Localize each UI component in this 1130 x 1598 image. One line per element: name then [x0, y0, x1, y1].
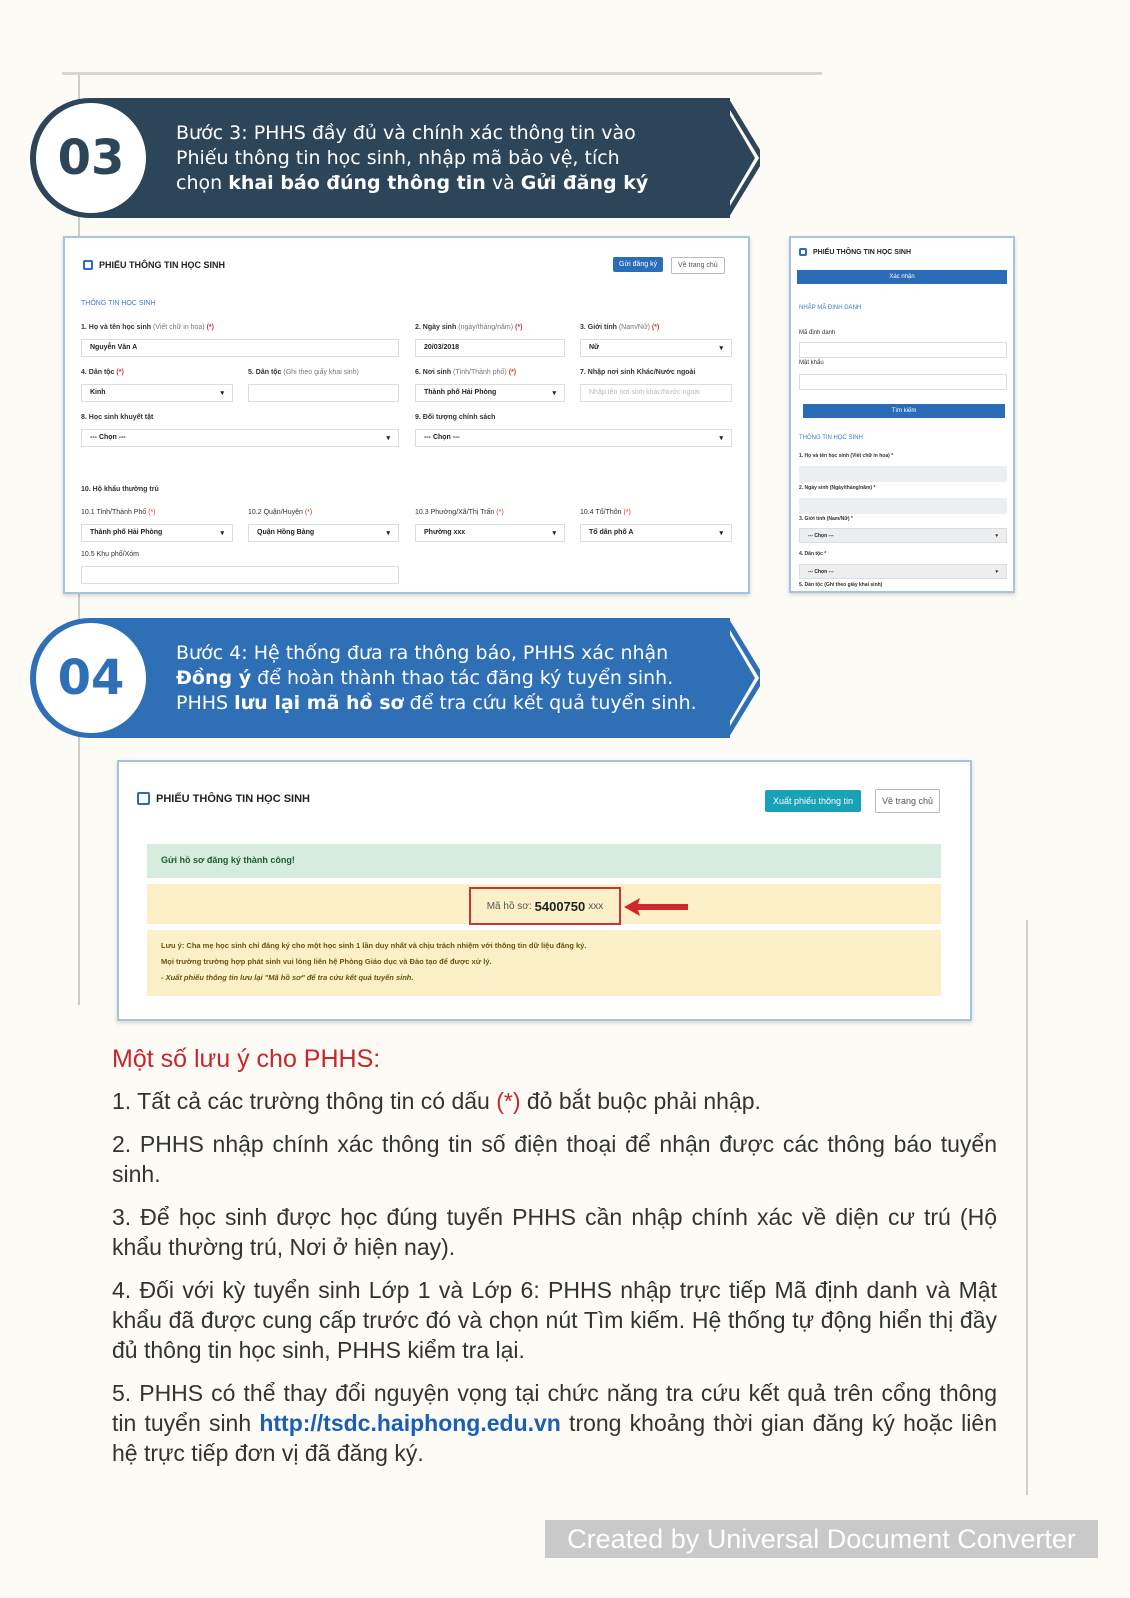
- step-description: [176, 121, 648, 196]
- note-line: Lưu ý: Cha mẹ học sinh chỉ đăng ký cho một học sinh 1 lần duy nhất và chịu trách nhiệm với thông tin dữ liệu đăng ký.: [161, 941, 587, 950]
- portal-link[interactable]: http://tsdc.haiphong.edu.vn: [259, 1410, 561, 1436]
- hamlet-select[interactable]: [580, 524, 732, 542]
- clipboard-icon: [137, 792, 150, 805]
- code-suffix: xxx: [588, 900, 604, 912]
- required-mark: (*): [206, 324, 214, 331]
- step-4-banner: [30, 618, 730, 738]
- value: Phường xxx: [424, 529, 466, 536]
- text: để tra cứu kết quả tuyển sinh.: [403, 691, 697, 714]
- text-line: Bước 4: Hệ thống đưa ra thông báo, PHHS xác nhận: [176, 641, 669, 664]
- value: 20/03/2018: [424, 344, 460, 351]
- label: 6. Nơi sinh: [415, 369, 452, 376]
- submit-registration-button[interactable]: Gửi đăng ký: [613, 257, 663, 272]
- chevron-down-icon: ▾: [386, 530, 390, 537]
- field-label: [415, 509, 504, 516]
- section-label: 10. Hộ khẩu thường trú: [81, 486, 159, 493]
- confirm-button[interactable]: Xác nhận: [797, 270, 1007, 284]
- chevron-down-icon: ▾: [220, 530, 224, 537]
- form-title: [137, 792, 310, 805]
- note-item: 3. Để học sinh được học đúng tuyến PHHS cần nhập chính xác về diện cư trú (Hộ khẩu thường trú, Nơi ở hiện nay).: [112, 1204, 997, 1260]
- value: --- Chọn ---: [90, 434, 126, 441]
- field-label: 3. Giới tính (Nam/Nữ) *: [799, 516, 853, 522]
- note-alert: [147, 930, 941, 996]
- hint: (Viết chữ in hoa): [152, 324, 205, 331]
- hint: (Ghi theo giấy khai sinh): [283, 369, 359, 376]
- ward-select[interactable]: [415, 524, 565, 542]
- chevron-arrows-icon: [690, 98, 760, 218]
- disability-select[interactable]: [81, 429, 399, 447]
- province-select[interactable]: [81, 524, 233, 542]
- chevron-down-icon: ▾: [719, 530, 723, 537]
- gender-select[interactable]: [580, 339, 732, 357]
- text: và: [485, 171, 521, 194]
- label: 2. Ngày sinh: [415, 324, 457, 331]
- label: 10.2 Quận/Huyện: [248, 509, 303, 516]
- label: 5. Dân tộc: [248, 369, 282, 376]
- step-3-banner: [30, 98, 730, 218]
- required-mark: (*): [508, 369, 517, 376]
- export-info-button[interactable]: Xuất phiếu thông tin: [765, 790, 861, 812]
- application-code-box: [469, 887, 621, 925]
- ethnicity-text-input[interactable]: [248, 384, 399, 402]
- step-number: 03: [36, 103, 146, 213]
- student-name-input[interactable]: [81, 339, 399, 357]
- field-label: 4. Dân tộc *: [799, 551, 827, 557]
- registration-success-form: [117, 760, 972, 1021]
- field-label: [415, 369, 516, 376]
- chevron-down-icon: ▾: [995, 533, 998, 539]
- gender-select[interactable]: [799, 528, 1007, 543]
- note-line: - Xuất phiếu thông tin lưu lại "Mã hồ sơ" để tra cứu kết quả tuyển sinh.: [161, 973, 414, 982]
- ethnicity-select[interactable]: [799, 564, 1007, 579]
- label: 10.3 Phường/Xã/Thị Trấn: [415, 509, 495, 516]
- step-description: [176, 641, 697, 716]
- label: 3. Giới tính: [580, 324, 617, 331]
- text-line: [176, 691, 697, 716]
- notes-section: [112, 1045, 997, 1481]
- value: Kinh: [90, 389, 106, 396]
- text-bold: khai báo đúng thông tin: [228, 171, 486, 194]
- form-title: [83, 260, 225, 270]
- field-label: [81, 509, 156, 516]
- student-info-mobile-form: [789, 236, 1015, 593]
- chevron-arrows-icon: [690, 618, 760, 738]
- text: chọn: [176, 171, 229, 194]
- value: --- Chọn ---: [424, 434, 460, 441]
- search-button[interactable]: Tìm kiếm: [803, 404, 1005, 418]
- value: Nguyễn Văn A: [90, 344, 138, 351]
- text: PHHS: [176, 691, 235, 714]
- student-name-input[interactable]: [799, 466, 1007, 482]
- chevron-down-icon: ▾: [719, 435, 723, 442]
- note-item: 2. PHHS nhập chính xác thông tin số điện thoại để nhận được các thông báo tuyển sinh.: [112, 1131, 997, 1187]
- form-title: [799, 248, 911, 256]
- section-heading: THÔNG TIN HỌC SINH: [799, 435, 863, 441]
- chevron-down-icon: ▾: [719, 345, 723, 352]
- text-line: [176, 666, 697, 691]
- field-label: Mật khẩu: [799, 360, 824, 366]
- birthplace-select[interactable]: [415, 384, 565, 402]
- value: Quận Hồng Bàng: [257, 529, 315, 536]
- clipboard-icon: [799, 248, 807, 256]
- hint: (ngày/tháng/năm): [458, 324, 514, 331]
- label: 10.4 Tổ/Thôn: [580, 509, 622, 516]
- field-label: 10.5 Khu phố/Xóm: [81, 551, 139, 558]
- home-button[interactable]: Về trang chủ: [875, 789, 940, 813]
- field-label: 1. Họ và tên học sinh (Viết chữ in hoa) *: [799, 453, 894, 459]
- chevron-down-icon: ▾: [386, 435, 390, 442]
- value: --- Chọn ---: [808, 533, 834, 539]
- field-label: [580, 509, 631, 516]
- birthdate-input[interactable]: [415, 339, 565, 357]
- text-bold: Gửi đăng ký: [520, 171, 649, 194]
- student-info-form: [63, 236, 750, 594]
- text-line: Bước 3: PHHS đầy đủ và chính xác thông tin vào: [176, 121, 636, 144]
- value: Thành phố Hải Phòng: [90, 529, 163, 536]
- code-label: Mã hồ sơ:: [486, 900, 532, 912]
- required-mark: (*): [496, 509, 504, 516]
- success-alert: Gửi hồ sơ đăng ký thành công!: [147, 844, 941, 878]
- policy-select[interactable]: [415, 429, 732, 447]
- note-item: [112, 1378, 997, 1468]
- field-label: 5. Dân tộc (Ghi theo giấy khai sinh): [799, 582, 883, 588]
- required-mark: (*): [304, 509, 313, 516]
- field-label: [81, 324, 214, 331]
- text: đỏ bắt buộc phải nhập.: [520, 1088, 761, 1114]
- clipboard-icon: [83, 260, 93, 270]
- field-label: 2. Ngày sinh (Ngày/tháng/năm) *: [799, 485, 876, 491]
- text: 1. Tất cả các trường thông tin có dấu: [112, 1088, 497, 1114]
- hint: (Tỉnh/Thành phố): [453, 369, 507, 376]
- field-label: [248, 509, 312, 516]
- text-bold: Đồng ý: [176, 666, 252, 689]
- required-mark: (*): [651, 324, 660, 331]
- text-bold: lưu lại mã hồ sơ: [234, 691, 404, 714]
- password-input[interactable]: [799, 374, 1007, 390]
- field-label: [81, 369, 124, 376]
- note-item: [112, 1086, 997, 1116]
- section-heading: NHẬP MÃ ĐỊNH DANH: [799, 305, 862, 311]
- text-line: [176, 171, 648, 196]
- value: --- Chọn ---: [808, 569, 834, 575]
- birthdate-input[interactable]: [799, 498, 1007, 514]
- field-label: [248, 369, 359, 376]
- required-mark: (*): [623, 509, 631, 516]
- value: Tổ dân phố A: [589, 529, 634, 536]
- chevron-down-icon: ▾: [995, 569, 998, 575]
- note-line: Mọi trường trường hợp phát sinh vui lòng liên hệ Phòng Giáo dục và Đào tạo để được xử lý.: [161, 957, 492, 966]
- value: Thành phố Hải Phòng: [424, 389, 497, 396]
- title-text: PHIẾU THÔNG TIN HỌC SINH: [813, 248, 912, 256]
- chevron-down-icon: ▾: [220, 390, 224, 397]
- home-button[interactable]: Về trang chủ: [671, 257, 725, 274]
- divider: [1026, 920, 1028, 1495]
- note-item: 4. Đối với kỳ tuyển sinh Lớp 1 và Lớp 6: PHHS nhập trực tiếp Mã định danh và Mật khẩu đã được cung cấp trước đó và chọn nút Tìm kiếm. Hệ thống tự động hiển thị đầy đủ thông tin học sinh, PHHS kiểm tra lại.: [112, 1277, 997, 1363]
- text: để hoàn thành thao tác đăng ký tuyển sinh.: [251, 666, 674, 689]
- arrow-left-icon: [624, 898, 688, 916]
- chevron-down-icon: ▾: [552, 390, 556, 397]
- other-birthplace-input[interactable]: Nhập tên nơi sinh khác/Nước ngoài: [580, 384, 732, 402]
- field-label: [580, 324, 659, 331]
- district-select[interactable]: [248, 524, 399, 542]
- required-mark: (*): [515, 324, 523, 331]
- neighborhood-input[interactable]: [81, 566, 399, 584]
- label: 4. Dân tộc: [81, 369, 115, 376]
- ethnicity-select[interactable]: [81, 384, 233, 402]
- title-text: PHIẾU THÔNG TIN HỌC SINH: [156, 792, 311, 805]
- field-label: [415, 324, 522, 331]
- notes-heading: Một số lưu ý cho PHHS:: [112, 1045, 381, 1073]
- required-mark: (*): [496, 1088, 521, 1114]
- field-label: 9. Đối tượng chính sách: [415, 414, 496, 421]
- label: 10.1 Tỉnh/Thành Phố: [81, 509, 147, 516]
- watermark: Created by Universal Document Converter: [545, 1520, 1098, 1558]
- section-heading: THÔNG TIN HỌC SINH: [81, 300, 156, 307]
- code-value: 5400750: [534, 898, 586, 914]
- text: 5. PHHS có thể thay đổi nguyện vọng tại chức năng tra cứu kết quả trên cổng thông tin tuyển sinh: [112, 1380, 997, 1436]
- text-line: Phiếu thông tin học sinh, nhập mã bảo vệ, tích: [176, 146, 620, 169]
- step-number: 04: [36, 623, 146, 733]
- field-label: 8. Học sinh khuyết tật: [81, 414, 154, 421]
- chevron-down-icon: ▾: [552, 530, 556, 537]
- divider: [62, 72, 822, 75]
- student-id-input[interactable]: [799, 342, 1007, 358]
- required-mark: (*): [116, 369, 124, 376]
- hint: (Nam/Nữ): [618, 324, 650, 331]
- field-label: Mã định danh: [799, 330, 836, 336]
- title-text: PHIẾU THÔNG TIN HỌC SINH: [99, 260, 226, 270]
- required-mark: (*): [148, 509, 156, 516]
- label: 1. Họ và tên học sinh: [81, 324, 152, 331]
- field-label: 7. Nhập nơi sinh Khác/Nước ngoài: [580, 369, 696, 376]
- value: Nữ: [589, 344, 600, 351]
- text: trong khoảng thời gian đăng ký hoặc liên hệ trực tiếp đơn vị đã đăng ký.: [112, 1410, 997, 1466]
